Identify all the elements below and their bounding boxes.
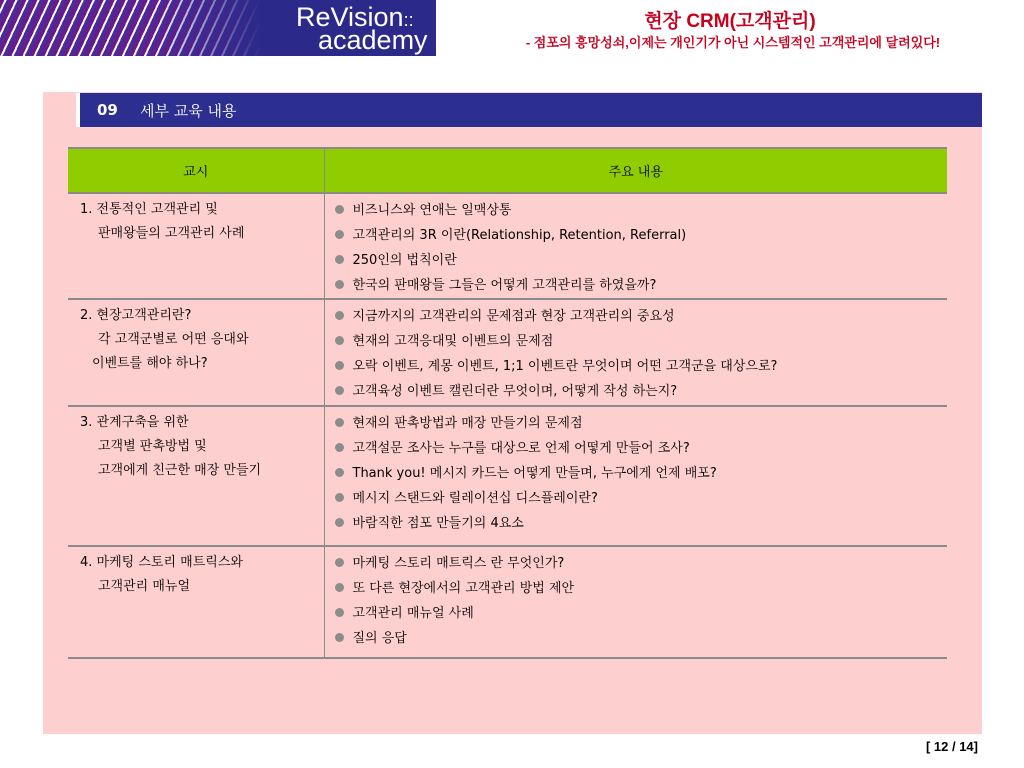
logo-banner [0,0,436,56]
bullet-icon [335,361,344,370]
list-item: 비즈니스와 연애는 일맥상통 [335,198,948,223]
column-header-content: 주요 내용 [324,148,947,193]
list-item: 한국의 판매왕들 그들은 어떻게 고객관리를 하였을까? [335,273,948,298]
table-row [68,406,947,546]
bullet-icon [335,336,344,345]
bullet-icon [335,608,344,617]
list-item: 마케팅 스토리 매트릭스 란 무엇인가? [335,551,948,576]
page-number: [ 12 / 14] [925,739,978,754]
section-number: 09 [97,101,118,119]
curriculum-table [68,147,947,659]
session-subtitle: 판매왕들의 고객관리 사례 [98,226,245,241]
list-item: 오락 이벤트, 계몽 이벤트, 1;1 이벤트란 무엇이며 어떤 고객군을 대상으로? [335,354,948,379]
bullet-icon [335,418,344,427]
list-item: 지금까지의 고객관리의 문제점과 현장 고객관리의 중요성 [335,304,948,329]
session-cell [68,193,324,299]
bullet-icon [335,386,344,395]
bullet-icon [335,493,344,502]
session-subtitle: 각 고객군별로 어떤 응대와 [98,332,249,347]
slide-title: 현장 CRM(고객관리) [644,11,816,32]
session-title: 4. 마케팅 스토리 매트릭스와 [80,555,243,570]
logo-stripes-fade [150,0,280,56]
bullet-icon [335,230,344,239]
bullet-icon [335,205,344,214]
content-cell [324,299,947,406]
bullet-icon [335,633,344,642]
section-tab-divider [76,93,80,127]
list-item: 고객육성 이벤트 캘린더란 무엇이며, 어떻게 작성 하는지? [335,379,948,404]
session-cell [68,546,324,658]
session-title: 1. 전통적인 고객관리 및 [80,202,218,217]
list-item: 바람직한 점포 만들기의 4요소 [335,511,948,536]
bullet-icon [335,311,344,320]
session-cell [68,406,324,546]
bullet-icon [335,558,344,567]
session-subtitle: 고객별 판촉방법 및 [98,439,207,454]
list-item: Thank you! 메시지 카드는 어떻게 만들며, 누구에게 언제 배포? [335,461,948,486]
list-item: 또 다른 현장에서의 고객관리 방법 제안 [335,576,948,601]
content-cell [324,546,947,658]
session-title: 2. 현장고객관리란? [80,308,192,323]
list-item: 현재의 고객응대및 이벤트의 문제점 [335,329,948,354]
list-item: 고객설문 조사는 누구를 대상으로 언제 어떻게 만들어 조사? [335,436,948,461]
section-tab [43,93,76,127]
bullet-icon [335,255,344,264]
column-header-session: 교시 [68,148,324,193]
content-cell [324,193,947,299]
session-subtitle: 고객에게 친근한 매장 만들기 [98,463,262,478]
list-item: 250인의 법칙이란 [335,248,948,273]
list-item: 현재의 판촉방법과 매장 만들기의 문제점 [335,411,948,436]
session-subtitle: 이벤트를 해야 하나? [92,356,208,371]
session-cell [68,299,324,406]
list-item: 메시지 스탠드와 릴레이션십 디스플레이란? [335,486,948,511]
slide-header [0,0,1024,56]
table-row [68,193,947,299]
table-header-row [68,148,947,193]
slide-subtitle: - 점포의 흥망성쇠,이제는 개인기가 아닌 시스템적인 고객관리에 달려있다! [525,35,941,50]
table-row [68,299,947,406]
bullet-icon [335,468,344,477]
bullet-icon [335,280,344,289]
section-title: 세부 교육 내용 [140,102,237,120]
table-row [68,546,947,658]
content-cell [324,406,947,546]
bullet-icon [335,583,344,592]
session-subtitle: 고객관리 매뉴얼 [98,579,191,594]
bullet-icon [335,518,344,527]
session-title: 3. 관계구축을 위한 [80,415,189,430]
bullet-icon [335,443,344,452]
list-item: 고객관리 매뉴얼 사례 [335,601,948,626]
logo-revision: ReVision:: [296,2,414,32]
list-item: 질의 응답 [335,626,948,651]
logo-academy: academy [318,25,428,55]
list-item: 고객관리의 3R 이란(Relationship, Retention, Referral) [335,223,948,248]
section-bar [43,93,982,127]
